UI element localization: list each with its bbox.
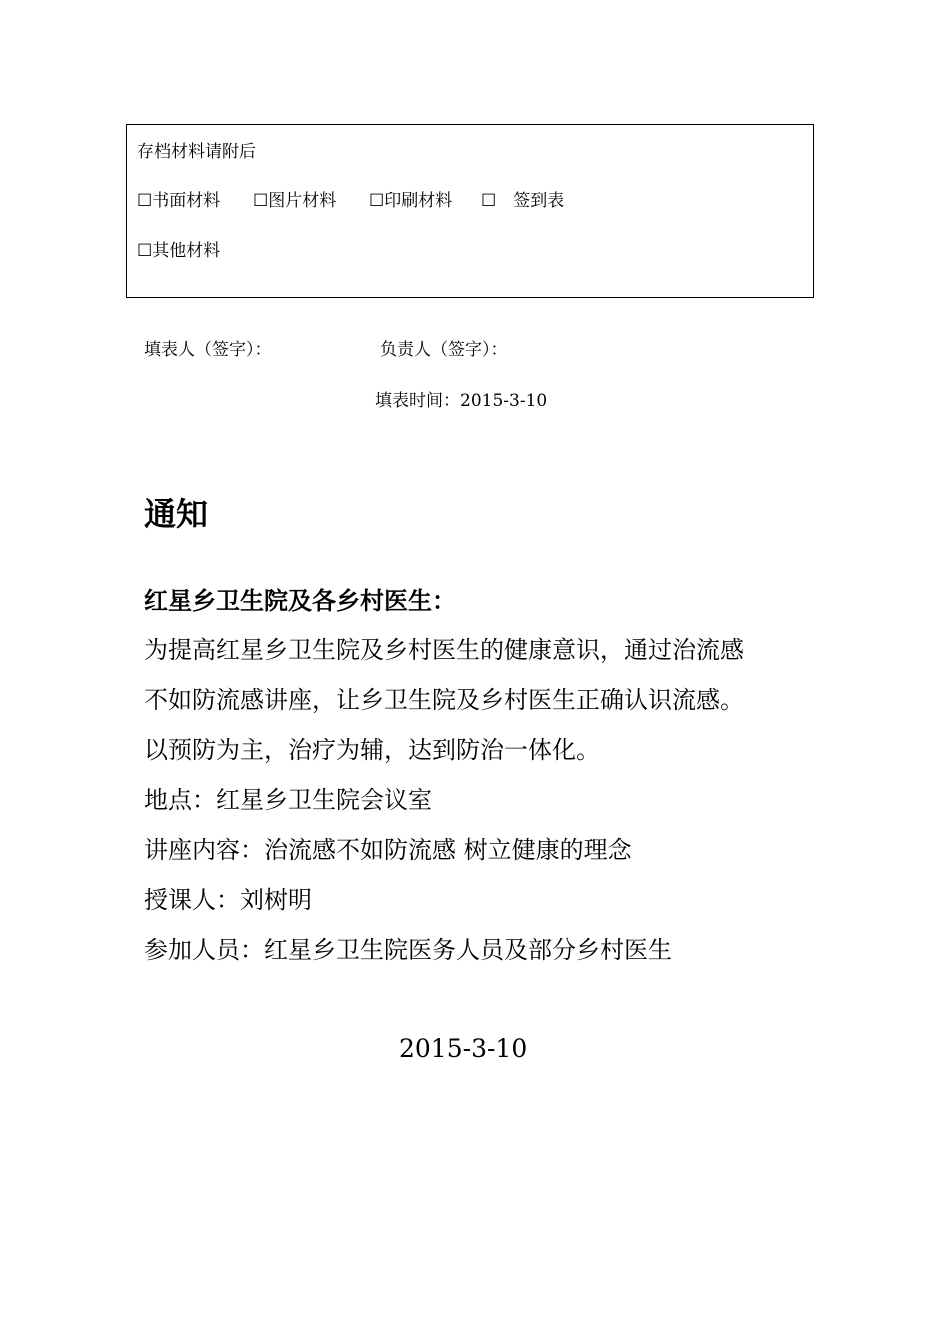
notice-participants: 参加人员：红星乡卫生院医务人员及部分乡村医生 — [144, 936, 672, 964]
paragraph-line-2: 不如防流感讲座，让乡卫生院及乡村医生正确认识流感。 — [144, 686, 744, 714]
notice-lecture-content: 讲座内容：治流感不如防流感 树立健康的理念 — [144, 836, 632, 864]
notice-addressee: 红星乡卫生院及各乡村医生： — [144, 586, 456, 615]
paragraph-line-3: 以预防为主，治疗为辅，达到防治一体化。 — [144, 736, 600, 764]
archive-options-row2 — [137, 241, 220, 261]
responsible-signature-label: 负责人（签字）： — [380, 340, 508, 360]
notice-location: 地点：红星乡卫生院会议室 — [144, 786, 432, 814]
option-printed-materials[interactable]: ☐印刷材料 — [369, 191, 453, 211]
fill-time-label: 填表时间：2015-3-10 — [375, 391, 548, 411]
archive-options-row1 — [137, 191, 564, 211]
option-written-materials[interactable]: ☐书面材料 — [137, 191, 221, 211]
option-image-materials[interactable]: ☐图片材料 — [253, 191, 337, 211]
notice-date: 2015-3-10 — [399, 1034, 528, 1063]
notice-title: 通知 — [144, 495, 209, 533]
notice-lecturer: 授课人：刘树明 — [144, 886, 312, 914]
paragraph-line-1: 为提高红星乡卫生院及乡村医生的健康意识，通过治流感 — [144, 636, 744, 664]
option-sign-in-sheet[interactable]: ☐ 签到表 — [481, 191, 565, 211]
archive-title: 存档材料请附后 — [137, 142, 256, 162]
filler-signature-label: 填表人（签字）： — [144, 340, 272, 360]
archive-materials-box — [126, 124, 814, 298]
option-other-materials[interactable]: ☐其他材料 — [137, 241, 221, 261]
